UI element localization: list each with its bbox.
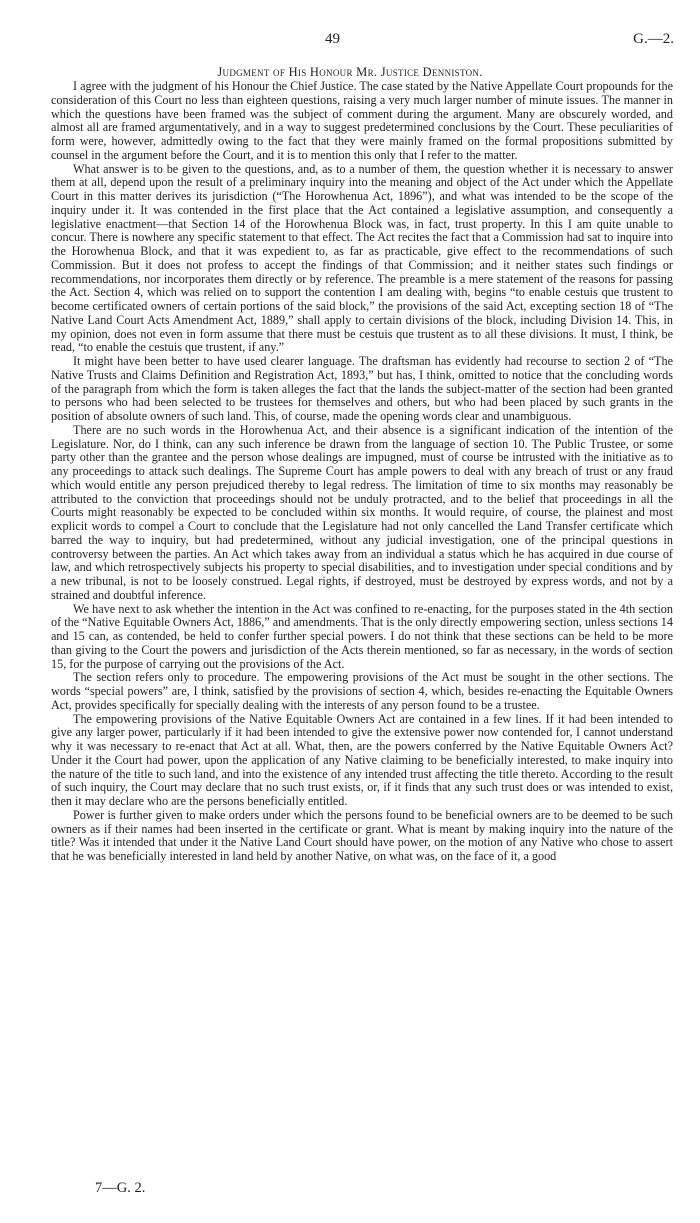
paragraph: We have next to ask whether the intention in the Act was confined to re-enacting, for the purposes stated in the 4th section of the “Native Equitable Owners Act, 1886,” and amendments. That is the only directly empowering section, unless sections 14 and 15 can, as contended, be held to confer further special powers. I do not think that these sections can be held to be more than giving to the Court the powers and jurisdiction of the Acts therein mentioned, so far as necessary, in the words of section 15, for the purpose of carrying out the provisions of the Act.: [51, 601, 673, 671]
judgment-title: Judgment of His Honour Mr. Justice Denniston.: [217, 65, 483, 79]
paragraph: What answer is to be given to the questions, and, as to a number of them, the question whether it is necessary to answer them at all, depend upon the result of a preliminary inquiry into the meaning and object of the Act under which the Appellate Court in this matter derives its jurisdiction (“The Horowhenua Act, 1896”), and what was intended to be the scope of the inquiry under it. It was contended in the first place that the Act contained a legislative assumption, and consequently a legislative enactment—that Section 14 of the Horowhenua Block was, in fact, trust property. In this I am quite unable to concur. There is nowhere any specific statement to that effect. The Act recites the fact that a Commission had sat to inquire into the Horowhenua Block, and that it was expedient to, as far as practicable, give effect to the recommendations of such Commission. But it does not profess to accept the findings of that Commission; and it neither states such findings or recommendations, nor incorporates them directly or by reference. The preamble is a mere statement of the reasons for passing the Act. Section 4, which was relied on to support the contention I am dealing with, begins “to enable cestuis que trustent to become certificated owners of certain portions of the said block,” the provisions of the said Act, excepting section 18 of “The Native Land Court Acts Amendment Act, 1889,” shall apply to certain divisions of the block, including Division 14. This, in my opinion, does not even in form assume that there must be cestuis que trustent as to all these divisions. It must, I think, be read, “to enable the cestuis que trustent, if any.”: [51, 161, 673, 355]
page-header: [0, 31, 700, 53]
paragraph: I agree with the judgment of his Honour the Chief Justice. The case stated by the Native Appellate Court propounds for the consideration of this Court no less than eighteen questions, raising a very much larger number of minute issues. The manner in which the questions have been framed was the subject of comment during the argument. Many are obscurely worded, and almost all are framed argumentatively, and in a way to suggest predetermined conclusions by the Court. These peculiarities of form were, however, admittedly owing to the fact that they were mainly framed on the formal propositions submitted by counsel in the argument before the Court, and it is to mention this only that I refer to the matter.: [51, 79, 673, 162]
document-reference: G.—2.: [633, 31, 674, 47]
judgment-body: [51, 80, 673, 864]
paragraph: The empowering provisions of the Native Equitable Owners Act are contained in a few lines. If it had been intended to give any larger power, particularly if it had been intended to give the extensive power now contended for, I cannot understand why it was necessary to re-enact that Act at all. What, then, are the powers conferred by the Native Equitable Owners Act? Under it the Court had power, upon the application of any Native claiming to be beneficially interested, to make inquiry into the nature of the title to such land, and into the existence of any intended trust affecting the title thereto. According to the result of such inquiry, the Court may declare that no such trust exists, or, if it finds that any such trust does or was intended to exist, then it may declare who are the persons beneficially entitled.: [51, 711, 673, 808]
paragraph: The section refers only to procedure. The empowering provisions of the Act must be sought in the other sections. The words “special powers” are, I think, satisfied by the provisions of section 4, which, besides re-enacting the Equitable Owners Act, provides specifically for specially dealing with the interests of any person found to be a trustee.: [51, 670, 673, 712]
paragraph: It might have been better to have used clearer language. The draftsman has evidently had recourse to section 2 of “The Native Trusts and Claims Definition and Registration Act, 1893,” but has, I think, omitted to notice that the concluding words of the paragraph from which the form is taken alleges the fact that the lands the subject-matter of the section had been granted to persons who had been selected to be trustees for themselves and others, but who had been placed by such grants in the position of absolute owners of such land. This, of course, made the opening words clear and unambiguous.: [51, 354, 673, 423]
paragraph: There are no such words in the Horowhenua Act, and their absence is a significant indication of the intention of the Legislature. Nor, do I think, can any such inference be drawn from the language of section 10. The Public Trustee, or some party other than the grantee and the person whose dealings are impugned, must of course be intrusted with the initiative as to any proceedings to attack such dealings. The Supreme Court has ample powers to deal with any breach of trust or any fraud which would entitle any person prejudiced thereby to legal redress. The limitation of time to six months may reasonably be attributed to the conviction that proceedings should not be unduly protracted, and to the belief that proceedings in all the Courts might reasonably be expected to be concluded within six months. It would require, of course, the plainest and most explicit words to compel a Court to conclude that the Legislature had not only cancelled the Land Transfer certificate which barred the way to inquiry, but had predetermined, without any judicial investigation, one of the principal questions in controversy between the parties. An Act which takes away from an individual a status which he has acquired in due course of law, and which retrospectively subjects his property to special disabilities, and to investigation under special conditions and by a new tribunal, is not to be loosely construed. Legal rights, if destroyed, must be destroyed by express words, and not by a strained and doubtful inference.: [51, 422, 673, 602]
page-number: 49: [325, 31, 340, 47]
paragraph: Power is further given to make orders under which the persons found to be beneficial owners are to be deemed to be such owners as if their names had been inserted in the certificate or grant. What is meant by making inquiry into the nature of the title? Was it intended that under it the Native Land Court should have power, on the motion of any Native who chose to assert that he was beneficially interested in land held by another Native, on what was, on the face of it, a good: [51, 807, 673, 863]
sheet-signature: 7—G. 2.: [95, 1180, 146, 1196]
